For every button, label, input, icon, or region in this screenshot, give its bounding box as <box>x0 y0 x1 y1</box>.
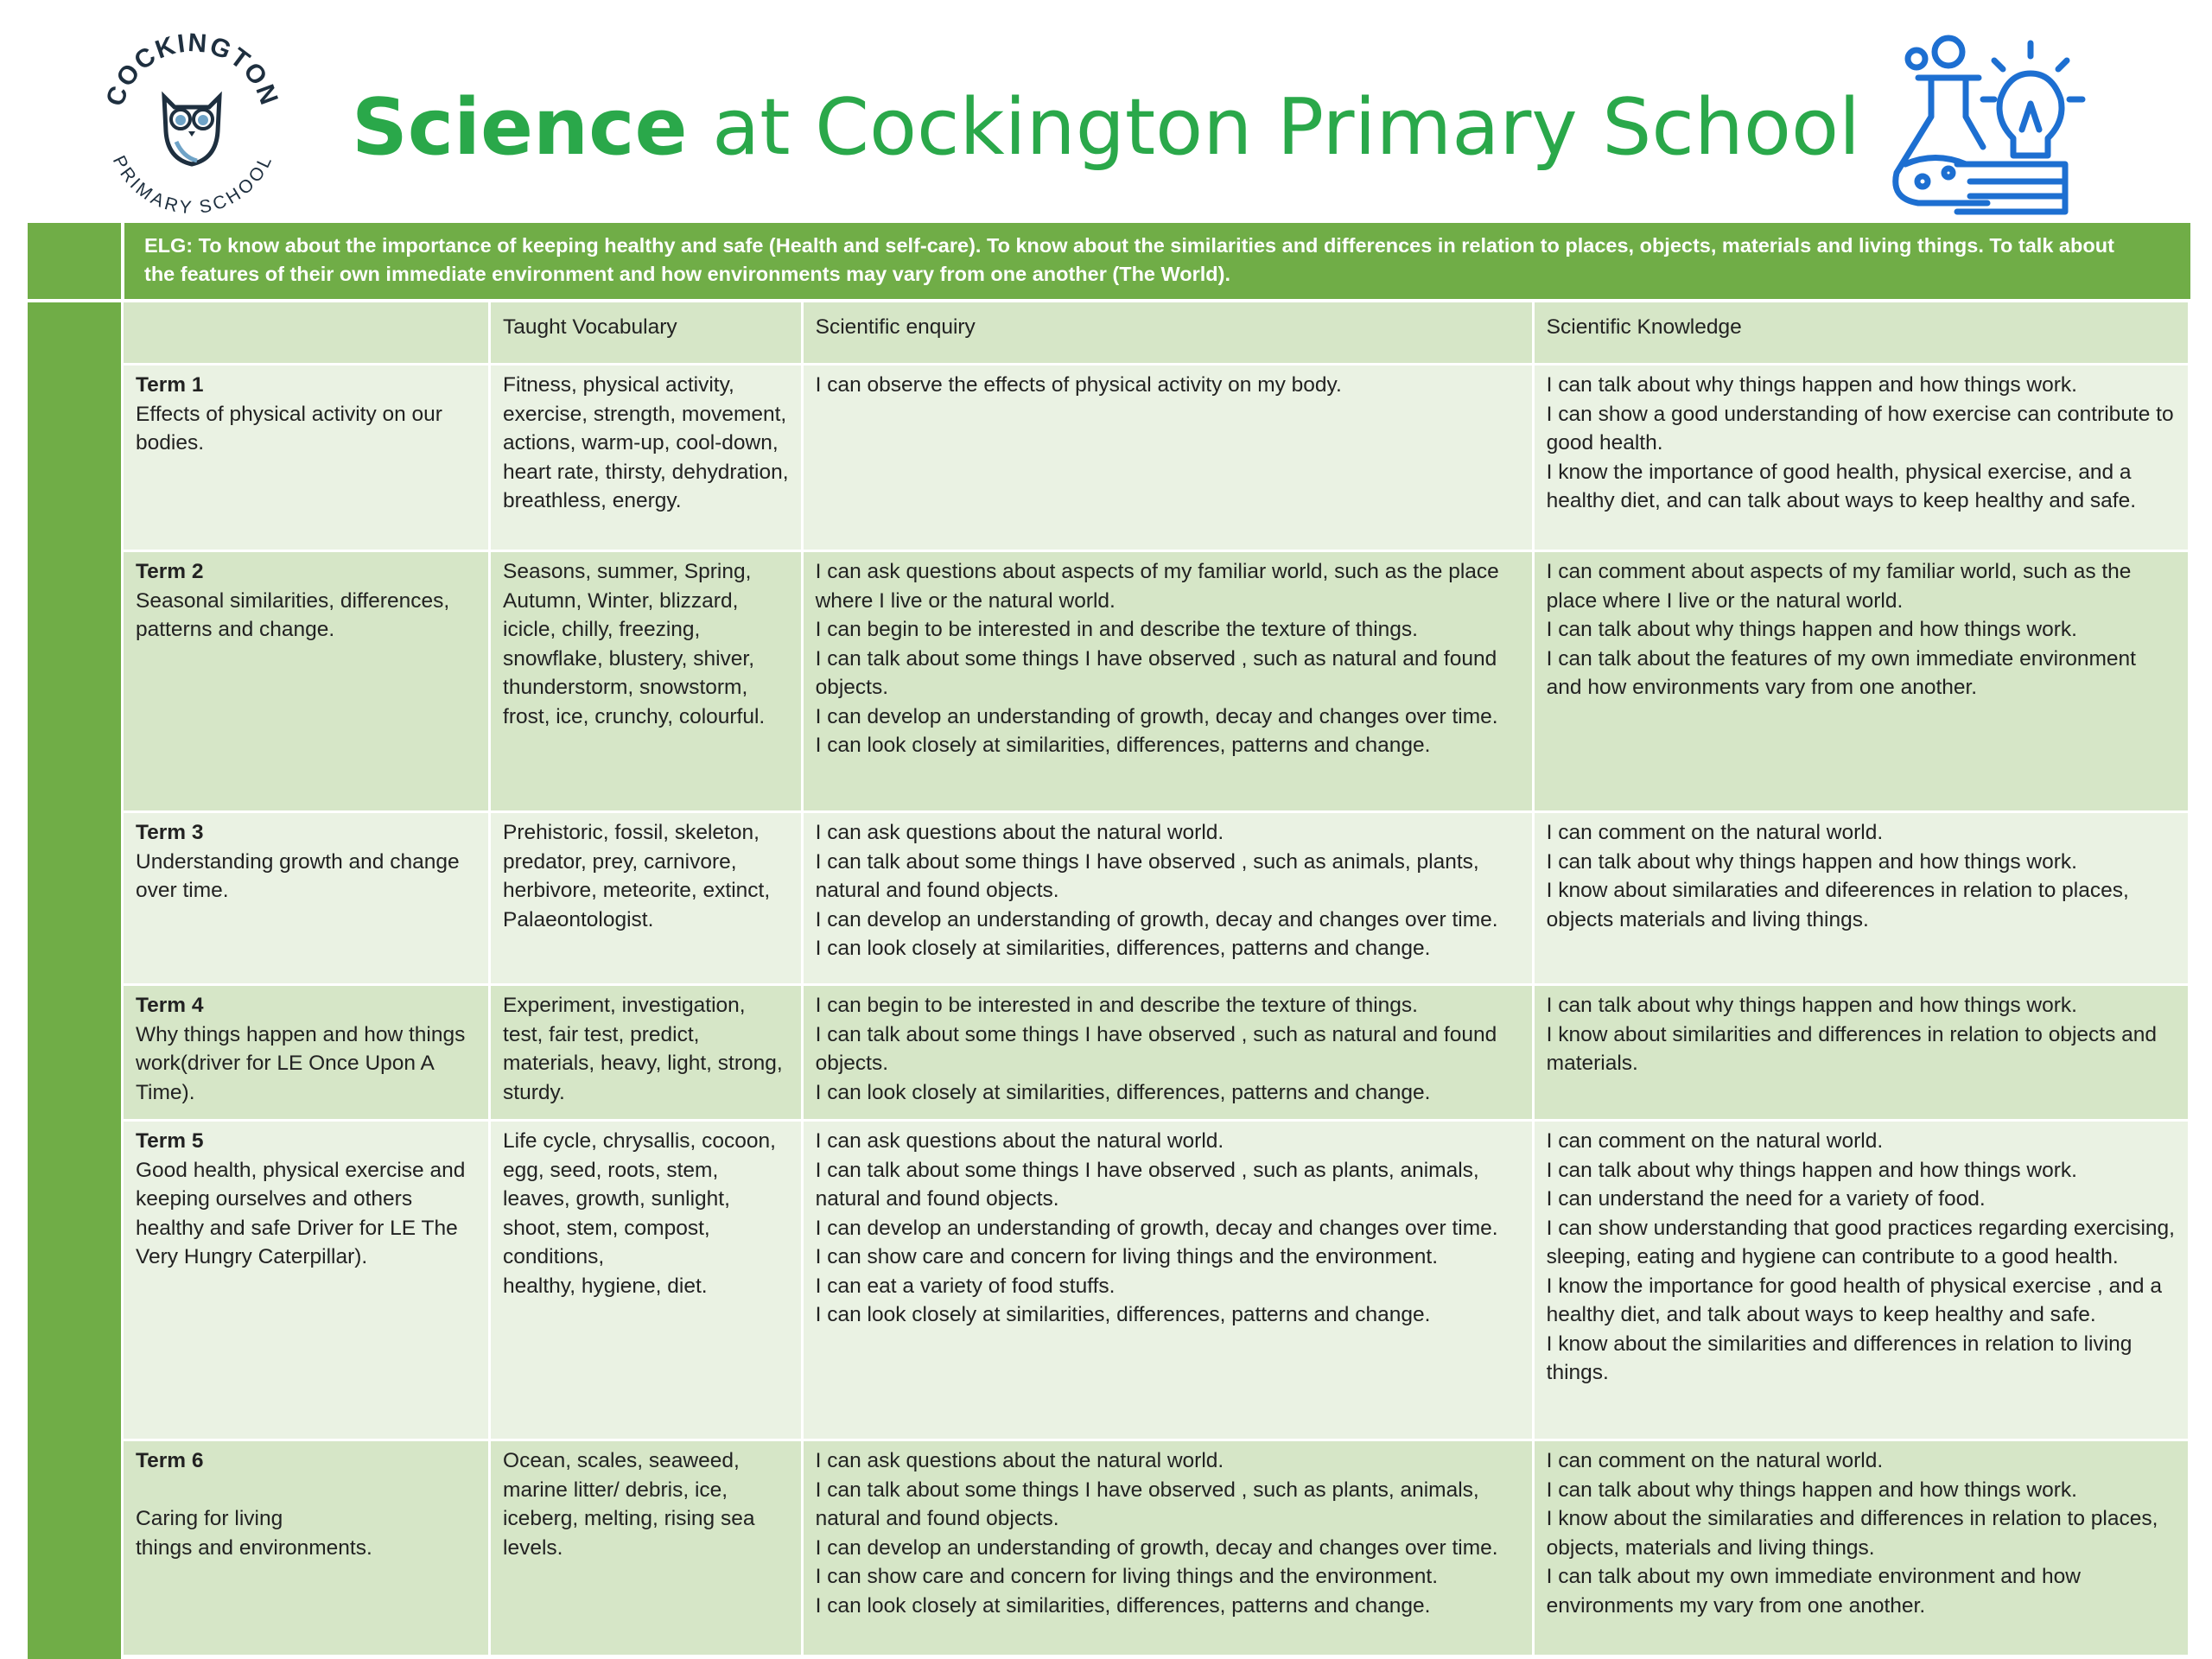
knowledge-cell: I can comment about aspects of my familiar world, such as the place where I live or the natural world. I can talk about why things happen and how things work. I can talk about the features of my own immediate environment and how environments vary from one another. <box>1533 551 2189 812</box>
table-row <box>124 551 2190 812</box>
header-cell <box>124 302 490 365</box>
logo-text-top: COCKINGTON <box>100 28 284 111</box>
vocab-cell: Life cycle, chrysallis, cocoon, egg, seed, roots, stem, leaves, growth, sunlight, shoot, stem, compost, conditions, healthy, hygiene, diet. <box>490 1121 803 1440</box>
vocab-cell: Prehistoric, fossil, skeleton, predator, prey, carnivore, herbivore, meteorite, extinct, Palaeontologist. <box>490 812 803 985</box>
knowledge-cell: I can comment on the natural world. I can talk about why things happen and how things work. I know about similaraties and difeerences in relation to places, objects materials and living things. <box>1533 812 2189 985</box>
enquiry-cell: I can observe the effects of physical activity on my body. <box>802 365 1533 551</box>
table-row <box>124 365 2190 551</box>
term-topic: Why things happen and how things work(driver for LE Once Upon A Time). <box>136 1022 466 1104</box>
elg-side-cell <box>28 223 124 299</box>
term-label: Term 5 <box>136 1129 204 1153</box>
term-cell <box>124 1440 490 1656</box>
elg-text: ELG: To know about the importance of keeping healthy and safe (Health and self-care). To know about the similarities and differences in relation to places, objects, materials and living things. To talk about the features of their own immediate environment and how environments may vary from one another (The World). <box>144 234 2114 285</box>
table-row <box>124 812 2190 985</box>
enquiry-cell: I can ask questions about the natural world. I can talk about some things I have observed , such as plants, animals, natural and found objects. I can develop an understanding of growth, decay and changes over time. I can show care and concern for living things and the environment. I can eat a variety of food stuffs. I can look closely at similarities, differences, patterns and change. <box>802 1121 1533 1440</box>
flask-book-lightbulb-icon <box>1884 26 2091 220</box>
term-label: Term 2 <box>136 560 204 583</box>
term-label: Term 4 <box>136 994 204 1017</box>
term-topic: Caring for living things and environments. <box>136 1507 372 1560</box>
vocab-cell: Fitness, physical activity, exercise, strength, movement, actions, warm-up, cool-down, heart rate, thirsty, dehydration, breathless, energy. <box>490 365 803 551</box>
term-cell <box>124 365 490 551</box>
table-row <box>124 1121 2190 1440</box>
science-table <box>124 302 2190 1657</box>
side-column <box>28 302 121 1659</box>
knowledge-cell: I can talk about why things happen and how things work. I know about similarities and differences in relation to objects and materials. <box>1533 985 2189 1121</box>
enquiry-cell: I can ask questions about the natural world. I can talk about some things I have observed , such as animals, plants, natural and found objects. I can develop an understanding of growth, decay and changes over time. I can look closely at similarities, differences, patterns and change. <box>802 812 1533 985</box>
header-cell: Taught Vocabulary <box>490 302 803 365</box>
knowledge-cell: I can talk about why things happen and how things work. I can show a good understanding of how exercise can contribute to good health. I know the importance of good health, physical exercise, and a healthy diet, and can talk about ways to keep healthy and safe. <box>1533 365 2189 551</box>
term-topic: Understanding growth and change over time. <box>136 849 460 902</box>
vocab-cell: Seasons, summer, Spring, Autumn, Winter, blizzard, icicle, chilly, freezing, snowflake, blustery, shiver, thunderstorm, snowstorm, frost, ice, crunchy, colourful. <box>490 551 803 812</box>
page-title-bold: Science <box>351 82 688 173</box>
table-row <box>124 1440 2190 1656</box>
page-title-rest: at Cockington Primary School <box>687 82 1861 173</box>
term-label: Term 3 <box>136 821 204 844</box>
term-cell <box>124 551 490 812</box>
table-header-row <box>124 302 2190 365</box>
vocab-cell: Experiment, investigation, test, fair test, predict, materials, heavy, light, strong, sturdy. <box>490 985 803 1121</box>
header-cell: Scientific Knowledge <box>1533 302 2189 365</box>
page-title <box>0 82 2212 173</box>
term-topic: Good health, physical exercise and keeping ourselves and others healthy and safe Driver for LE The Very Hungry Caterpillar). <box>136 1158 466 1268</box>
term-cell <box>124 985 490 1121</box>
elg-banner <box>28 223 2190 299</box>
enquiry-cell: I can ask questions about the natural world. I can talk about some things I have observed , such as plants, animals, natural and found objects. I can develop an understanding of growth, decay and changes over time. I can show care and concern for living things and the environment. I can look closely at similarities, differences, patterns and change. <box>802 1440 1533 1656</box>
header-cell: Scientific enquiry <box>802 302 1533 365</box>
logo-text-bottom: PRIMARY SCHOOL <box>108 152 276 219</box>
term-label: Term 6 <box>136 1449 204 1472</box>
enquiry-cell: I can begin to be interested in and describe the texture of things. I can talk about some things I have observed , such as natural and found objects. I can look closely at similarities, differences, patterns and change. <box>802 985 1533 1121</box>
term-cell <box>124 812 490 985</box>
enquiry-cell: I can ask questions about aspects of my familiar world, such as the place where I live or the natural world. I can begin to be interested in and describe the texture of things. I can talk about some things I have observed , such as natural and found objects. I can develop an understanding of growth, decay and changes over time. I can look closely at similarities, differences, patterns and change. <box>802 551 1533 812</box>
term-topic: Seasonal similarities, differences, patterns and change. <box>136 588 450 641</box>
vocab-cell: Ocean, scales, seaweed, marine litter/ debris, ice, iceberg, melting, rising sea levels. <box>490 1440 803 1656</box>
knowledge-cell: I can comment on the natural world. I can talk about why things happen and how things work. I can understand the need for a variety of food. I can show understanding that good practices regarding exercising, sleeping, eating and hygiene can contribute to a good health. I know the importance for good health of physical exercise , and a healthy diet, and talk about ways to keep healthy and safe. I know about the similarities and differences in relation to living things. <box>1533 1121 2189 1440</box>
term-cell <box>124 1121 490 1440</box>
table-row <box>124 985 2190 1121</box>
term-label: Term 1 <box>136 373 204 397</box>
knowledge-cell: I can comment on the natural world. I can talk about why things happen and how things work. I know about the similaraties and differences in relation to places, objects, materials and living things. I can talk about my own immediate environment and how environments my vary from one another. <box>1533 1440 2189 1656</box>
term-topic: Effects of physical activity on our bodies. <box>136 402 442 454</box>
